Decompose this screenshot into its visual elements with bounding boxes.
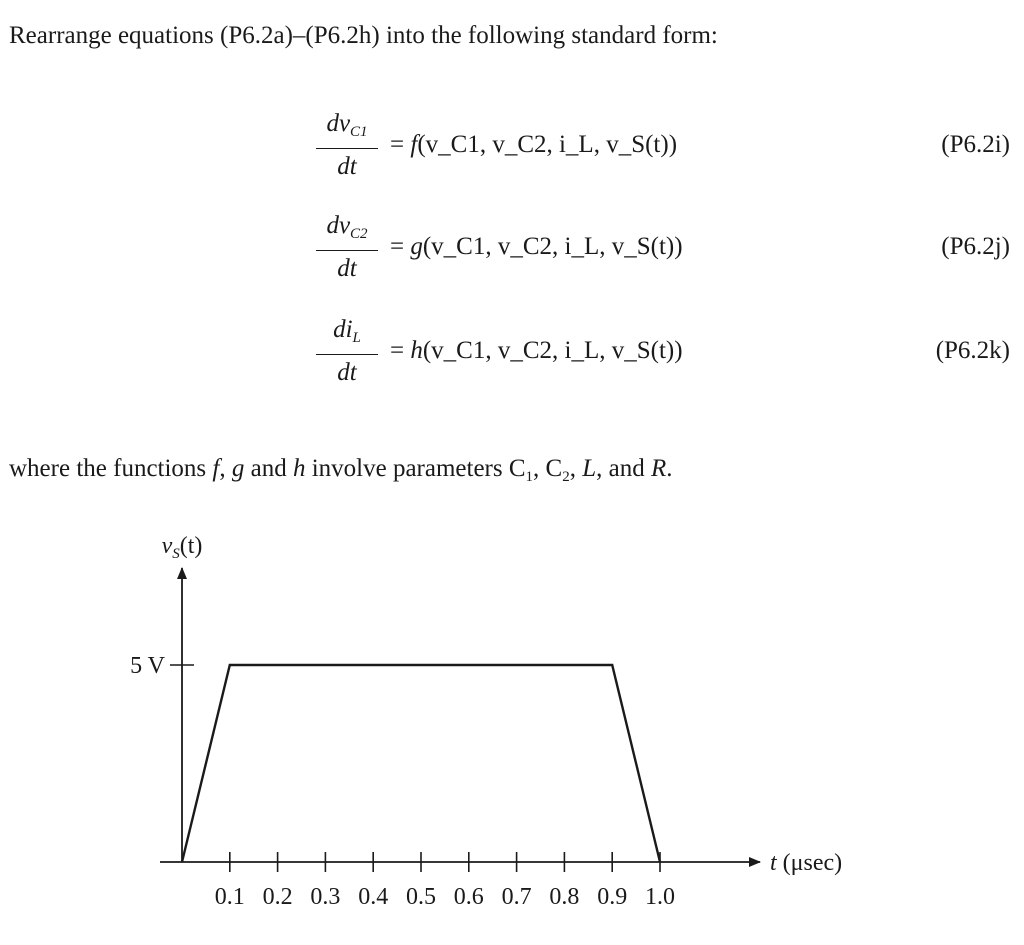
- where-text: where the functions f, g and h involve parameters $C_1$, $C_2$, L, and R.: [9, 455, 673, 485]
- x-tick-label: 0.6: [453, 884, 484, 910]
- denominator: dt: [337, 255, 357, 282]
- x-tick-label: 0.4: [358, 884, 389, 910]
- series-group: [182, 665, 660, 862]
- x-tick-labels: [215, 884, 675, 910]
- equation-rhs: = f(v_C1, v_C2, i_L, v_S(t)): [390, 131, 678, 158]
- x-axis-label: t (μsec): [770, 850, 843, 876]
- denominator: dt: [337, 359, 357, 386]
- x-tick-label: 0.7: [501, 884, 532, 910]
- x-tick-label: 1.0: [645, 884, 675, 910]
- y-axis-label: $v_S(t)$: [161, 533, 203, 562]
- intro-text: Rearrange equations (P6.2a)–(P6.2h) into the following standard form:: [9, 22, 718, 49]
- numerator: $dv_{C1}$: [326, 110, 368, 140]
- equation-number: (P6.2k): [935, 337, 1010, 364]
- series-line: [182, 665, 660, 862]
- x-tick-label: 0.9: [597, 884, 628, 910]
- denominator: dt: [337, 153, 357, 180]
- x-tick-label: 0.1: [214, 884, 245, 910]
- equation-number: (P6.2j): [941, 233, 1010, 260]
- x-tick-label: 0.3: [310, 884, 341, 910]
- x-tick-label: 0.8: [549, 884, 580, 910]
- x-tick-label: 0.2: [262, 884, 293, 910]
- y-tick-label: 5 V: [130, 653, 165, 679]
- numerator: $dv_{C2}$: [326, 212, 368, 242]
- numerator: $di_L$: [333, 316, 361, 346]
- equation-rhs: = h(v_C1, v_C2, i_L, v_S(t)): [390, 337, 683, 364]
- equation-rhs: = g(v_C1, v_C2, i_L, v_S(t)): [390, 233, 683, 260]
- x-tick-label: 0.5: [406, 884, 436, 910]
- equation-number: (P6.2i): [941, 131, 1010, 158]
